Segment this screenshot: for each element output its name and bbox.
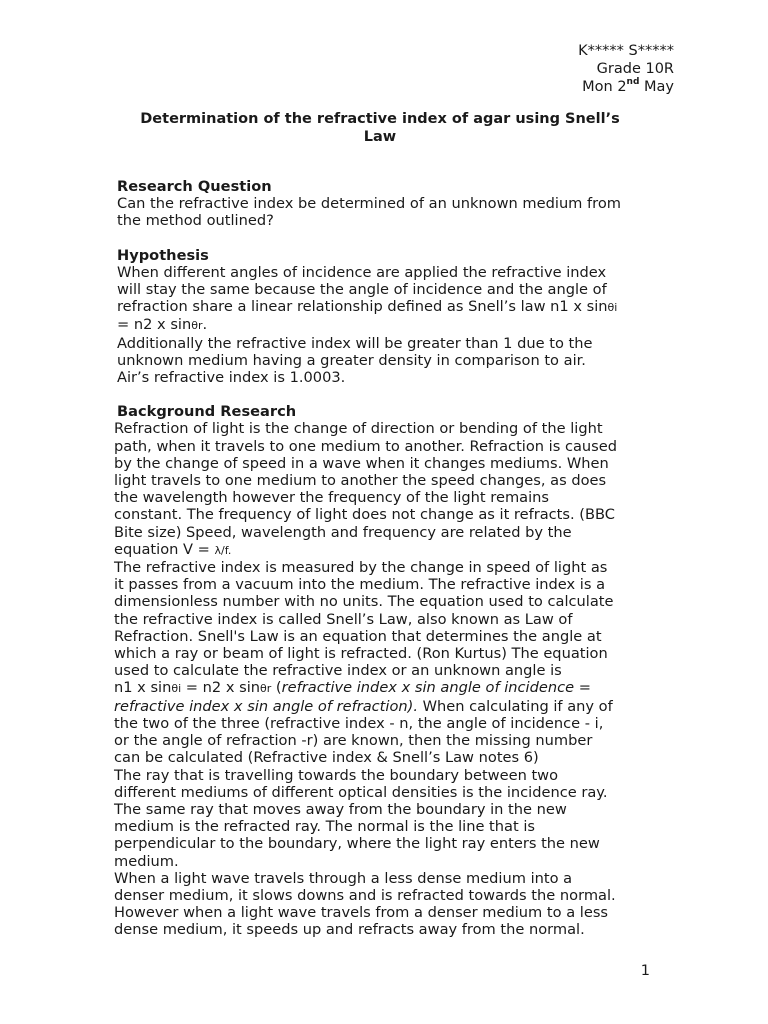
wave-equation-line	[114, 541, 674, 559]
bg-p4-line: When a light wave travels through a less dense medium into a	[114, 869, 573, 887]
snell-eq-italic-1: refractive index x sin angle of incidence =	[281, 679, 591, 697]
theta-r-symbol: θr	[260, 682, 272, 696]
hypothesis-line-3-text: refraction share a linear relationship defined as Snell’s law n1 x sin	[117, 298, 608, 316]
bg-p1-line: light travels to one medium to another the speed changes, as does	[114, 472, 607, 490]
bg-p2-tail-line: can be calculated (Refractive index & Snell’s Law notes 6)	[114, 749, 539, 767]
background-paragraph-1	[114, 420, 674, 559]
hypothesis-line-7: Air’s refractive index is 1.0003.	[117, 369, 346, 387]
hypothesis-line-2: will stay the same because the angle of incidence and the angle of	[117, 281, 607, 299]
background-heading: Background Research	[117, 403, 297, 421]
theta-r-symbol: θr	[191, 319, 203, 333]
background-section	[114, 403, 674, 938]
snell-eq-after: When calculating if any of	[417, 697, 613, 715]
bg-p4-line: dense medium, it speeds up and refracts away from the normal.	[114, 921, 585, 939]
bg-p3-line: perpendicular to the boundary, where the light ray enters the new	[114, 835, 600, 853]
hypothesis-line-6: unknown medium having a greater density in comparison to air.	[117, 351, 586, 369]
bg-p3-line: The same ray that moves away from the boundary in the new	[114, 800, 567, 818]
hypothesis-line-4-text: = n2 x sin	[117, 316, 192, 334]
bg-p3-line: medium.	[114, 852, 179, 870]
snell-eq-italic-2: refractive index x sin angle of refraction).	[114, 697, 418, 715]
page-title	[110, 110, 650, 146]
snell-eq-part-b: = n2 x sin	[181, 679, 261, 697]
bg-p2-line: dimensionless number with no units. The equation used to calculate	[114, 593, 614, 611]
theta-i-symbol: θi	[171, 682, 182, 696]
bg-p2-line: the refractive index is called Snell’s Law, also known as Law of	[114, 610, 573, 628]
hypothesis-line-4	[117, 316, 674, 334]
title-line-1: Determination of the refractive index of agar using Snell’s	[140, 111, 620, 127]
research-question-heading: Research Question	[117, 178, 272, 195]
background-paragraph-2	[114, 559, 674, 766]
snell-eq-part-c: (	[271, 679, 282, 697]
date-prefix: Mon 2	[582, 79, 627, 95]
snells-law-equation-line	[114, 679, 674, 697]
hypothesis-line-1: When different angles of incidence are applied the refractive index	[117, 263, 607, 281]
bg-p3-line: different mediums of different optical densities is the incidence ray.	[114, 783, 608, 801]
research-question-section	[114, 178, 674, 230]
research-question-line-1: Can the refractive index be determined of an unknown medium from	[117, 195, 622, 213]
wave-equation-text: equation V =	[114, 540, 215, 558]
bg-p1-line: Refraction of light is the change of direction or bending of the light	[114, 420, 603, 438]
date-suffix: May	[639, 79, 674, 95]
bg-p2-line: which a ray or beam of light is refracted. (Ron Kurtus) The equation	[114, 645, 608, 663]
bg-p4-line: denser medium, it slows downs and is refracted towards the normal.	[114, 886, 616, 904]
snells-law-equation-line-2	[114, 698, 674, 715]
date-label	[578, 78, 674, 96]
bg-p1-line: by the change of speed in a wave when it changes mediums. When	[114, 454, 609, 472]
bg-p3-line: The ray that is travelling towards the boundary between two	[114, 766, 559, 784]
theta-i-symbol: θi	[607, 301, 618, 315]
bg-p2-line: used to calculate the refractive index or an unknown angle is	[114, 662, 562, 680]
hypothesis-section	[114, 247, 674, 387]
background-paragraph-4	[114, 870, 674, 939]
title-line-2: Law	[363, 129, 397, 145]
bg-p2-tail-line: or the angle of refraction -r) are known, then the missing number	[114, 732, 593, 750]
author-name: K***** S*****	[578, 43, 674, 59]
hypothesis-line-5: Additionally the refractive index will be greater than 1 due to the	[117, 334, 593, 352]
background-paragraph-3	[114, 767, 674, 870]
author-block	[578, 42, 674, 96]
snell-eq-part-a: n1 x sin	[114, 679, 172, 697]
hypothesis-line-4-end: .	[202, 316, 208, 334]
bg-p4-line: However when a light wave travels from a denser medium to a less	[114, 904, 609, 922]
date-superscript: nd	[626, 77, 640, 88]
bg-p1-line: Bite size) Speed, wavelength and frequency are related by the	[114, 523, 572, 541]
bg-p1-line: constant. The frequency of light does not change as it refracts. (BBC	[114, 506, 615, 524]
bg-p2-line: it passes from a vacuum into the medium. The refractive index is a	[114, 576, 606, 594]
grade-label: Grade 10R	[596, 61, 674, 77]
document-body	[114, 178, 674, 939]
bg-p1-line: the wavelength however the frequency of the light remains	[114, 489, 550, 507]
page-number: 1	[640, 963, 650, 979]
hypothesis-heading: Hypothesis	[117, 246, 209, 264]
research-question-line-2: the method outlined?	[117, 212, 274, 230]
hypothesis-line-3	[117, 298, 674, 316]
bg-p2-line: Refraction. Snell's Law is an equation that determines the angle at	[114, 627, 602, 645]
lambda-over-f: λ/f.	[214, 543, 232, 557]
bg-p2-line: The refractive index is measured by the change in speed of light as	[114, 559, 608, 577]
bg-p3-line: medium is the refracted ray. The normal is the line that is	[114, 818, 535, 836]
bg-p2-tail-line: the two of the three (refractive index - n, the angle of incidence - i,	[114, 714, 604, 732]
bg-p1-line: path, when it travels to one medium to another. Refraction is caused	[114, 437, 618, 455]
